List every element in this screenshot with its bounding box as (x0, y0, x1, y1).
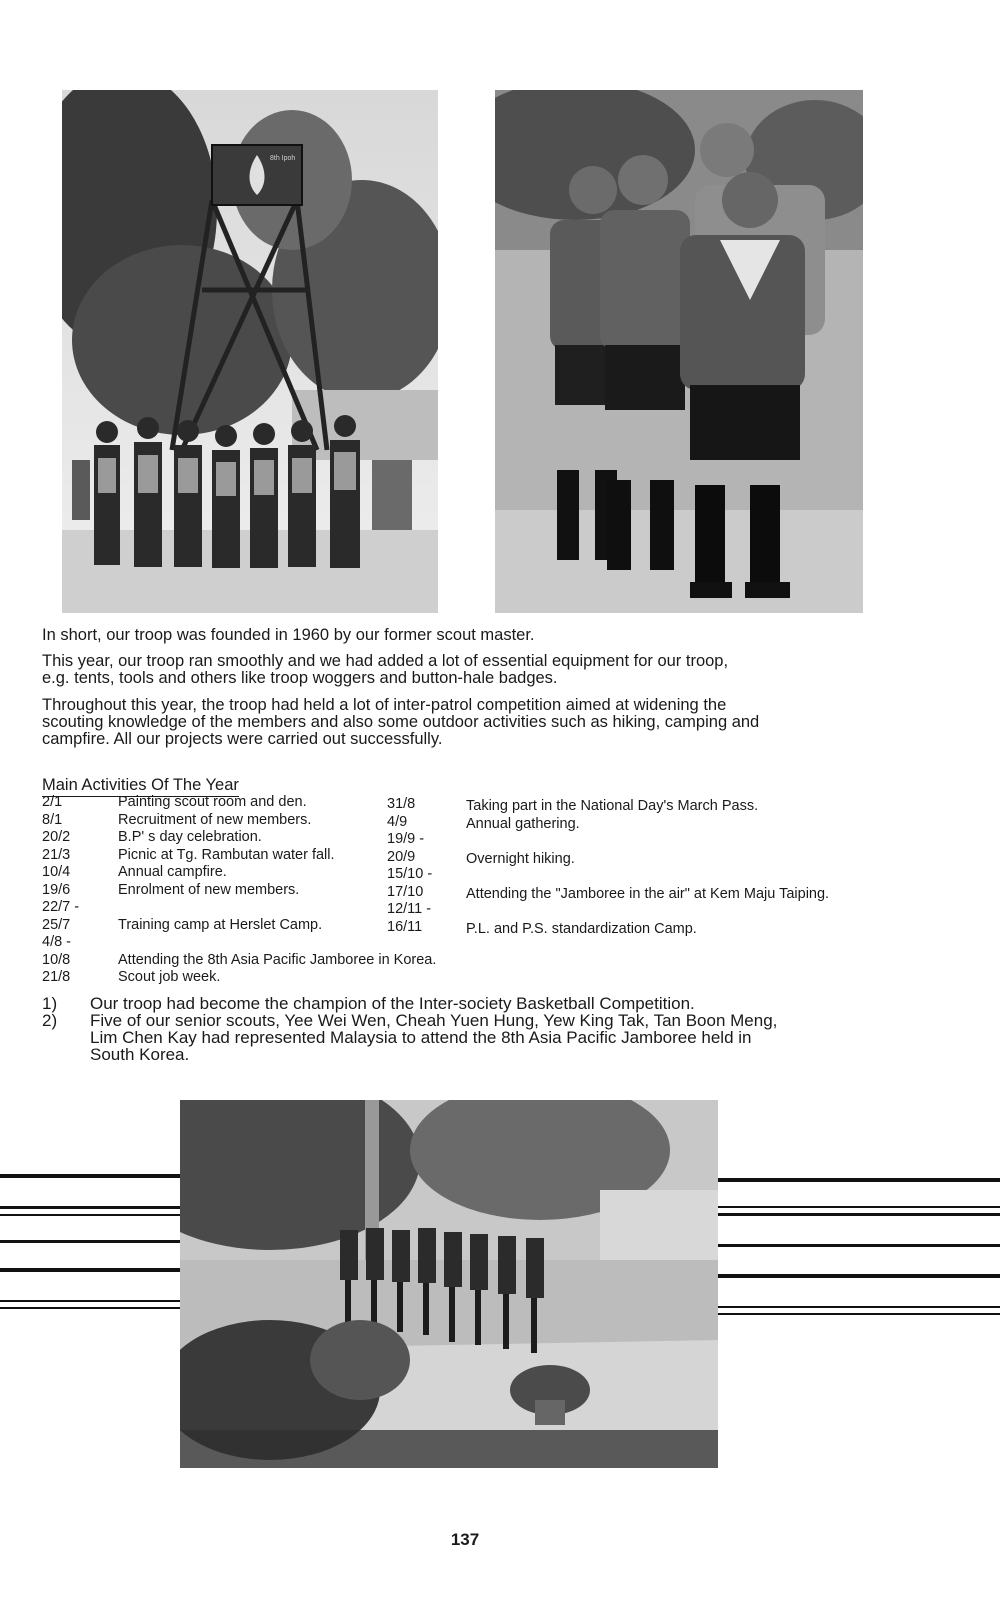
activity-date: 17/10 (387, 883, 424, 900)
photo-scouts-closeup (495, 90, 863, 613)
intro-paragraph (42, 627, 907, 644)
activity-date: 22/7 - (42, 899, 80, 915)
activity-spacer (466, 868, 829, 886)
photo-march-pass (180, 1100, 718, 1468)
activity-date: 10/4 (42, 864, 71, 880)
activity-date: 8/1 (42, 811, 63, 828)
activity-date: 21/8 (42, 969, 71, 985)
paragraph-text: e.g. tents, tools and others like troop woggers and button-hale badges. (42, 669, 558, 687)
activity-date: 20/2 (42, 829, 71, 845)
activity-desc: B.P' s day celebration. (118, 829, 262, 845)
activity-spacer (466, 833, 829, 851)
activities-heading: Main Activities Of The Year (42, 776, 239, 797)
achievement-number: 1) (42, 994, 58, 1013)
activity-desc: Taking part in the National Day's March Pass. (466, 798, 759, 814)
paragraph-text: Throughout this year, the troop had held a lot of inter-patrol competition aimed at widening the (42, 696, 727, 714)
activity-date: 19/6 (42, 881, 71, 898)
paragraph-text: scouting knowledge of the members and also some outdoor activities such as hiking, camping and (42, 713, 760, 731)
paragraph-text: In short, our troop was founded in 1960 by our former scout master. (42, 626, 535, 644)
activities-left-dates (42, 794, 79, 987)
flag-label: 8th Ipoh (270, 155, 296, 162)
activities-right-descs (466, 798, 829, 938)
activity-date: 21/3 (42, 846, 71, 863)
activity-desc: Recruitment of new members. (118, 811, 312, 828)
achievement-text: Lim Chen Kay had represented Malaysia to attend the 8th Asia Pacific Jamboree held in (90, 1028, 752, 1047)
activity-desc: Painting scout room and den. (118, 794, 307, 810)
activity-date: 15/10 - (387, 866, 433, 882)
achievement-text: South Korea. (90, 1045, 190, 1064)
activity-desc: Training camp at Herslet Camp. (118, 916, 323, 933)
activity-date: 4/8 - (42, 934, 72, 950)
achievement-lines (90, 1012, 777, 1063)
activity-date: 2/1 (42, 794, 63, 810)
activities-right-dates (387, 796, 432, 936)
activity-desc: Annual gathering. (466, 815, 580, 832)
achievement-number: 2) (42, 1011, 58, 1030)
activity-desc: Annual campfire. (118, 864, 227, 880)
activity-spacer (118, 934, 436, 952)
achievement-text: Our troop had become the champion of the Inter-society Basketball Competition. (90, 994, 695, 1013)
decorative-rules-right (718, 1170, 1000, 1320)
activity-date: 20/9 (387, 848, 416, 865)
photo-scouts-tower (62, 90, 438, 613)
activity-desc: P.L. and P.S. standardization Camp. (466, 920, 697, 937)
activity-date: 4/9 (387, 813, 408, 830)
activity-desc: Overnight hiking. (466, 850, 575, 867)
activity-date: 12/11 - (387, 901, 432, 917)
activity-desc: Picnic at Tg. Rambutan water fall. (118, 846, 335, 863)
activity-desc: Scout job week. (118, 969, 221, 985)
page-number: 137 (450, 1530, 480, 1549)
activities-paragraph (42, 697, 907, 748)
paragraph-text: This year, our troop ran smoothly and we had added a lot of essential equipment for our troop, (42, 652, 729, 670)
activity-desc: Attending the 8th Asia Pacific Jamboree in Korea. (118, 951, 437, 968)
activity-spacer (466, 903, 829, 921)
activity-desc: Attending the "Jamboree in the air" at Kem Maju Taiping. (466, 885, 830, 902)
equipment-paragraph (42, 653, 907, 687)
activity-date: 10/8 (42, 951, 71, 968)
decorative-rules-left (0, 1170, 180, 1320)
activity-date: 16/11 (387, 918, 423, 935)
activity-date: 25/7 (42, 916, 71, 933)
activity-desc: Enrolment of new members. (118, 881, 300, 898)
paragraph-text: campfire. All our projects were carried out successfully. (42, 730, 443, 748)
activity-date: 31/8 (387, 796, 416, 812)
achievement-text: Five of our senior scouts, Yee Wei Wen, Cheah Yuen Hung, Yew King Tak, Tan Boon Meng, (90, 1011, 778, 1030)
activity-date: 19/9 - (387, 831, 425, 847)
